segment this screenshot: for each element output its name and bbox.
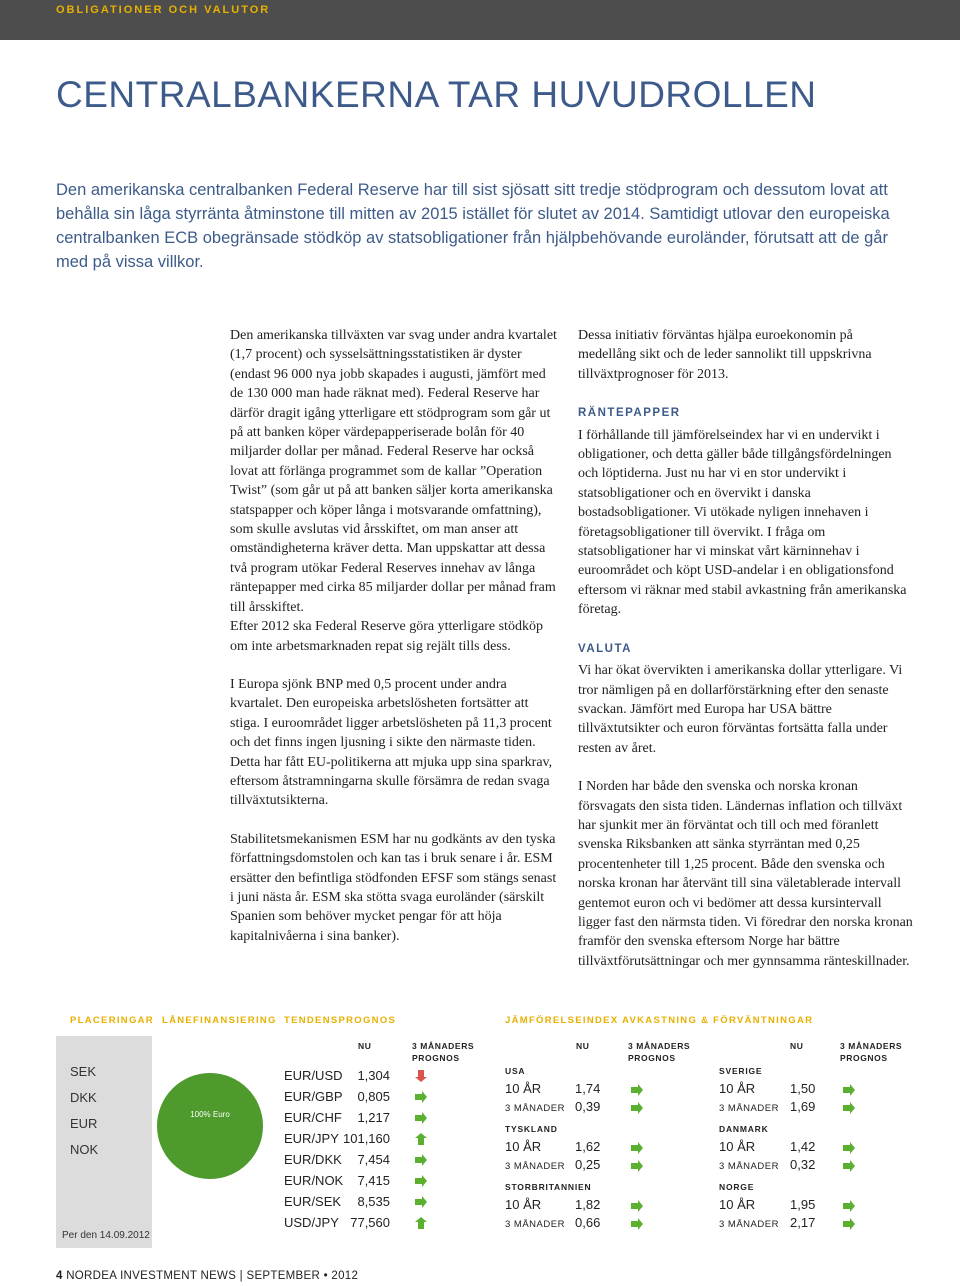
paragraph: I Norden har både den svenska och norska kronan försvagats den sista tiden. Ländernas inflation och tillväxt har sjunkit mer än förväntat och till och med föranlett svenska Riksbanken att sänka styrräntan med 0,25 procentenheter till 1,25 procent. Både den svenska och norska kronan har återvänt till sina väletablerade intervall gentemot euron och vi bedömer att dessa kursintervall ligger fast den närmsta tiden. Vi föredrar den norska kronan framför den svenska eftersom Norge har bättre tillväxtförutsättningar och mer gynnsamma ränteskillnader.: [578, 779, 913, 969]
maturity-text: 3 MÅNADER: [505, 1219, 565, 1230]
country-label: STORBRITANNIEN: [505, 1182, 592, 1192]
col-header-nu: NU: [576, 1041, 590, 1051]
date-note: Per den 14.09.2012: [62, 1230, 150, 1241]
trend-right-icon: [414, 1111, 428, 1125]
page-footer: 4 NORDEA INVESTMENT NEWS | SEPTEMBER • 2012: [56, 1270, 359, 1282]
paragraph: I förhållande till jämförelseindex har vi en undervikt i obligationer, och detta gäller både tillgångsfördelningen och löptiderna. Just nu har vi en stor undervikt i statsobligationer och en övervikt i danska bostadsobligationer. Vi utökade nyligen innehaven i företagsobligationer till övervikt. I fråga om statsobligationer har vi minskat vårt kärninnehav i euroområdet och köpt USD-andelar i en obligationsfond eftersom vi räknar med stabil avkastning från amerikanska företag.: [578, 427, 907, 618]
yield-value: 1,62: [575, 1139, 601, 1154]
maturity-label: [719, 1197, 755, 1212]
trend-right-icon: [630, 1141, 644, 1155]
yield-value: 1,95: [790, 1197, 816, 1212]
paragraph: Efter 2012 ska Federal Reserve göra ytterligare stödköp om inte arbetsmarknaden repat sig rejält tills dess.: [230, 619, 543, 654]
pie-label: 100% Euro: [190, 1110, 230, 1119]
maturity-label: [719, 1139, 755, 1154]
country-label: SVERIGE: [719, 1066, 763, 1076]
jamforelseindex-heading: JÄMFÖRELSEINDEX AVKASTNING & FÖRVÄNTNINGAR: [505, 1015, 814, 1026]
rate-value: 7,454: [357, 1152, 390, 1167]
yield-value: 1,69: [790, 1099, 816, 1114]
maturity-text: 10 ÅR: [505, 1197, 542, 1212]
rate-value: 1,217: [357, 1110, 390, 1125]
maturity-label: [505, 1081, 541, 1096]
currency-pair: EUR/DKK: [284, 1152, 342, 1167]
currency-pair: EUR/NOK: [284, 1173, 344, 1188]
maturity-label: [719, 1081, 755, 1096]
col-header-3m: 3 MÅNADERS PROGNOS: [628, 1041, 691, 1063]
body-column-2: [578, 326, 913, 971]
maturity-label: [505, 1197, 541, 1212]
trend-right-icon: [630, 1083, 644, 1097]
trend-right-icon: [414, 1174, 428, 1188]
maturity-text: 10 ÅR: [719, 1197, 756, 1212]
paragraph: Vi har ökat övervikten i amerikanska dollar ytterligare. Vi tror nämligen på en dollarförstärkning efter den senaste svackan. Jämfört med Europa har USA bättre tillväxtutsikter och euron förväntas fortsätta falla under resten av året.: [578, 663, 903, 756]
col-header-nu: NU: [790, 1041, 804, 1051]
top-bar: [0, 0, 960, 40]
yield-value: 1,42: [790, 1139, 816, 1154]
maturity-label: [719, 1099, 779, 1114]
maturity-text: 10 ÅR: [505, 1139, 542, 1154]
maturity-text: 3 MÅNADER: [719, 1219, 779, 1230]
trend-up-icon: [414, 1132, 428, 1146]
trend-down-icon: [414, 1069, 428, 1083]
body-column-1: [230, 326, 560, 946]
trend-right-icon: [630, 1217, 644, 1231]
currency-pair: USD/JPY: [284, 1215, 339, 1230]
section-heading: VALUTA: [578, 642, 632, 655]
yield-value: 1,82: [575, 1197, 601, 1212]
country-label: TYSKLAND: [505, 1124, 558, 1134]
yield-value: 0,39: [575, 1099, 601, 1114]
currency-pair: EUR/USD: [284, 1068, 343, 1083]
currency-pair: EUR/SEK: [284, 1194, 342, 1209]
country-label: DANMARK: [719, 1124, 769, 1134]
section-heading: RÄNTEPAPPER: [578, 407, 681, 420]
col-header-3m: 3 MÅNADERS PROGNOS: [840, 1041, 903, 1063]
trend-right-icon: [630, 1101, 644, 1115]
trend-right-icon: [414, 1153, 428, 1167]
rate-value: 1,304: [357, 1068, 390, 1083]
maturity-label: [719, 1215, 779, 1230]
maturity-label: [719, 1157, 779, 1172]
paragraph: Dessa initiativ förväntas hjälpa euroekonomin på medellång sikt och de leder sannolikt till uppskrivna tillväxtprognoser för 2013.: [578, 328, 872, 382]
page-title: CENTRALBANKERNA TAR HUVUDROLLEN: [56, 74, 817, 115]
maturity-text: 3 MÅNADER: [505, 1103, 565, 1114]
maturity-label: [505, 1157, 565, 1172]
publication-name: NORDEA INVESTMENT NEWS: [66, 1270, 237, 1282]
rate-value: 8,535: [357, 1194, 390, 1209]
maturity-text: 3 MÅNADER: [505, 1161, 565, 1172]
maturity-text: 10 ÅR: [719, 1139, 756, 1154]
yield-value: 1,50: [790, 1081, 816, 1096]
rate-value: 77,560: [350, 1215, 390, 1230]
trend-right-icon: [842, 1199, 856, 1213]
trend-right-icon: [842, 1141, 856, 1155]
trend-right-icon: [630, 1199, 644, 1213]
rate-value: 7,415: [357, 1173, 390, 1188]
currency-pair: EUR/JPY: [284, 1131, 339, 1146]
yield-value: 2,17: [790, 1215, 816, 1230]
tendensprognos-heading: TENDENSPROGNOS: [284, 1015, 397, 1026]
trend-right-icon: [842, 1159, 856, 1173]
maturity-text: 3 MÅNADER: [719, 1103, 779, 1114]
section-label: OBLIGATIONER OCH VALUTOR: [56, 4, 271, 16]
country-label: USA: [505, 1066, 526, 1076]
lanefinansiering-heading: LÅNEFINANSIERING: [162, 1015, 277, 1026]
lead-paragraph: Den amerikanska centralbanken Federal Reserve har till sist sjösatt sitt tredje stödprogram och dessutom lovat att behålla sin låga styrränta åtminstone till mitten av 2015 istället för slutet av 2014. Samtidigt utlovar den europeiska centralbanken ECB obegränsade stödköp av statsobligationer från hjälpbehövande euroländer, förutsatt att de går med på vissa villkor.: [56, 181, 890, 271]
paragraph: I Europa sjönk BNP med 0,5 procent under andra kvartalet. Den europeiska arbetslösheten fortsätter att stiga. I euroområdet ligger arbetslösheten på 11,3 procent och det finns ingen ljusning i sikte den närmaste tiden. Detta har fått EU-politikerna att mjuka upp sina sparkrav, eftersom åtstramningarna skulle försämra de redan svaga tillväxtutsikterna.: [230, 676, 553, 809]
maturity-label: [505, 1099, 565, 1114]
trend-right-icon: [414, 1195, 428, 1209]
placering-item: DKK: [70, 1090, 97, 1105]
trend-up-icon: [414, 1216, 428, 1230]
country-label: NORGE: [719, 1182, 755, 1192]
loan-pie-chart: [157, 1073, 263, 1179]
yield-value: 0,25: [575, 1157, 601, 1172]
placering-item: EUR: [70, 1116, 98, 1131]
placering-item: NOK: [70, 1142, 99, 1157]
trend-right-icon: [842, 1083, 856, 1097]
page-number: 4: [56, 1270, 63, 1282]
maturity-text: 10 ÅR: [719, 1081, 756, 1096]
maturity-label: [505, 1139, 541, 1154]
yield-value: 0,32: [790, 1157, 816, 1172]
currency-pair: EUR/GBP: [284, 1089, 343, 1104]
rate-value: 0,805: [357, 1089, 390, 1104]
yield-value: 1,74: [575, 1081, 601, 1096]
yield-value: 0,66: [575, 1215, 601, 1230]
maturity-text: 10 ÅR: [505, 1081, 542, 1096]
trend-right-icon: [414, 1090, 428, 1104]
maturity-text: 3 MÅNADER: [719, 1161, 779, 1172]
placeringar-heading: PLACERINGAR: [70, 1015, 154, 1026]
maturity-label: [505, 1215, 565, 1230]
placering-item: SEK: [70, 1064, 97, 1079]
col-header-nu: NU: [358, 1041, 372, 1051]
paragraph: Stabilitetsmekanismen ESM har nu godkänts av den tyska författningsdomstolen och kan tas i bruk senare i år. ESM ersätter den befintliga stödfonden EFSF som stängs senast i juni nästa år. ESM ska stötta svaga euroländer (särskilt Spanien som behöver mycket pengar för att höja kapitalnivåerna i sina banker).: [230, 831, 557, 944]
issue-date: SEPTEMBER • 2012: [246, 1270, 359, 1282]
trend-right-icon: [842, 1217, 856, 1231]
paragraph: Den amerikanska tillväxten var svag under andra kvartalet (1,7 procent) och sysselsättningsstatistiken är dyster (endast 96 000 nya jobb skapades i augusti, jämfört med de 130 000 man hade räknat med). Federal Reserve har därför dragit igång ytterligare ett stödprogram som går ut på att banken köper värdepapperiserade bolån för 40 miljarder dollar per månad. Federal Reserve har också lovat att förlänga programmet som de kallar ”Operation Twist” (som går ut på att banken säljer korta amerikanska statspapper och köper långa i motsvarande omfattning), som skulle avslutas vid årsskiftet, om man anser att omständigheterna kräver detta. Man uppskattar att dessa två program utökar Federal Reserves innehav av långa räntepapper med cirka 85 miljarder dollar per månad fram till årsskiftet.: [230, 328, 557, 615]
rate-value: 101,160: [343, 1131, 390, 1146]
currency-pair: EUR/CHF: [284, 1110, 342, 1125]
trend-right-icon: [630, 1159, 644, 1173]
trend-right-icon: [842, 1101, 856, 1115]
col-header-3m: 3 MÅNADERS PROGNOS: [412, 1041, 475, 1063]
